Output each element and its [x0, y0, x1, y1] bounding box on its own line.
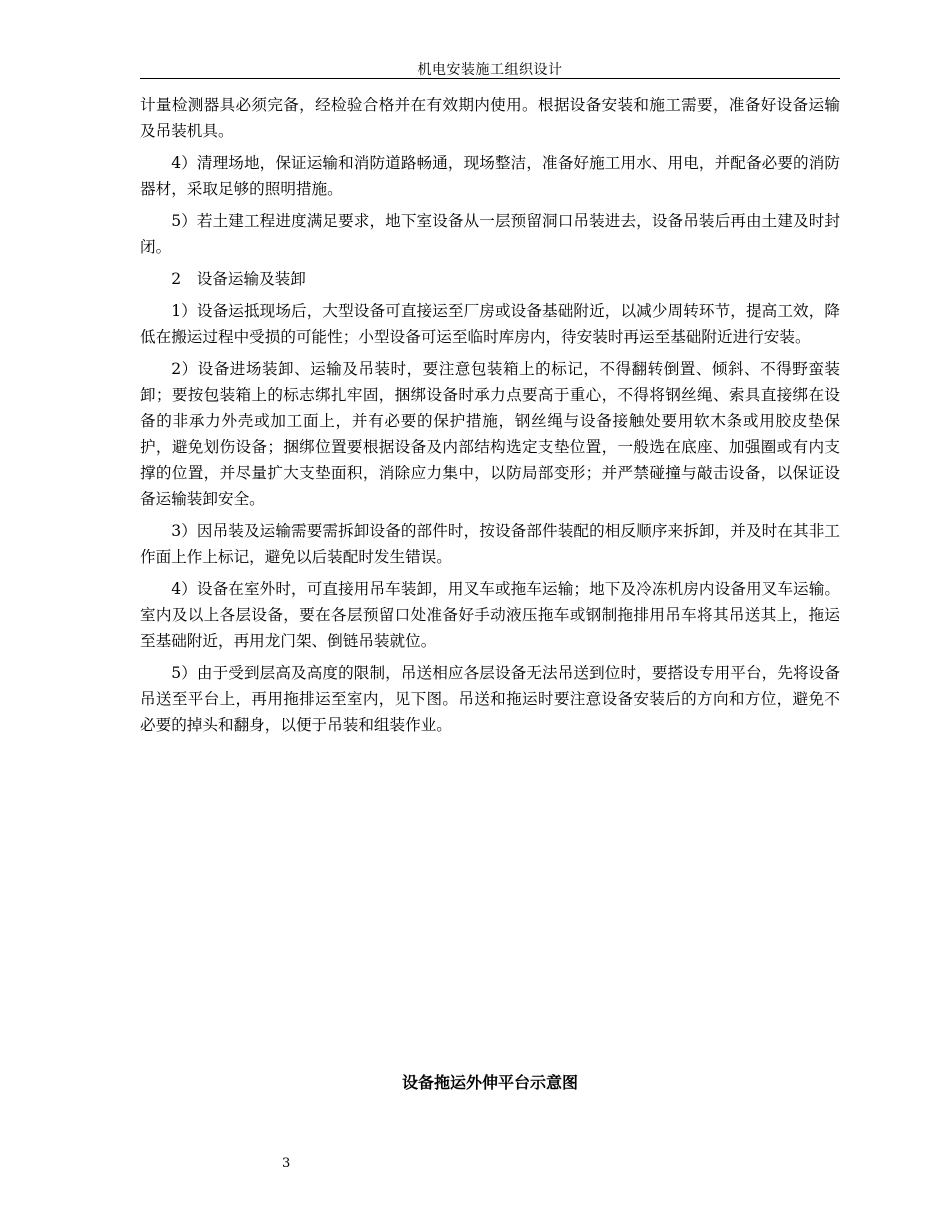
paragraph-transport-item-5: 5）由于受到层高及高度的限制，吊送相应各层设备无法吊送到位时，要搭设专用平台，先将设备吊送至平台上，再用拖排运至室内，见下图。吊送和拖运时要注意设备安装后的方向和方位，避免不必要的掉头和翻身，以便于吊装和组装作业。 — [140, 664, 840, 734]
paragraph-transport-item-2: 2）设备进场装卸、运输及吊装时，要注意包装箱上的标记，不得翻转倒置、倾斜、不得野蛮装卸；要按包装箱上的标志绑扎牢固，捆绑设备时承力点要高于重心，不得将钢丝绳、索具直接绑在设备的非承力外壳或加工面上，并有必要的保护措施，钢丝绳与设备接触处要用软木条或用胶皮垫保护，避免划伤设备；捆绑位置要根据设备及内部结构选定支垫位置，一般选在底座、加强圈或有内支撑的位置，并尽量扩大支垫面积，消除应力集中，以防局部变形；并严禁碰撞与敲击设备，以保证设备运输装卸安全。 — [140, 360, 840, 508]
body-text — [140, 92, 840, 744]
header-title: 机电安装施工组织设计 — [417, 62, 563, 78]
paragraph-transport-item-4: 4）设备在室外时，可直接用吊车装卸，用叉车或拖车运输；地下及冷冻机房内设备用叉车运输。室内及以上各层设备，要在各层预留口处准备好手动液压拖车或钢制拖排用吊车将其吊送其上，拖运至基础附近，再用龙门架、倒链吊装就位。 — [140, 580, 840, 650]
header-divider — [140, 78, 840, 79]
paragraph-transport-item-3: 3）因吊装及运输需要需拆卸设备的部件时，按设备部件装配的相反顺序来拆卸，并及时在其非工作面上作上标记，避免以后装配时发生错误。 — [140, 522, 840, 566]
paragraph-continuation: 计量检测器具必须完备，经检验合格并在有效期内使用。根据设备安装和施工需要，准备好设备运输及吊装机具。 — [140, 96, 840, 140]
paragraph-item-4-site-clearing: 4）清理场地，保证运输和消防道路畅通，现场整洁，准备好施工用水、用电，并配备必要的消防器材，采取足够的照明措施。 — [140, 154, 840, 198]
paragraph-transport-item-1: 1）设备运抵现场后，大型设备可直接运至厂房或设备基础附近，以减少周转环节，提高工效，降低在搬运过程中受损的可能性；小型设备可运至临时库房内，待安装时再运至基础附近进行安装。 — [140, 302, 840, 346]
figure-caption: 设备拖运外伸平台示意图 — [401, 1073, 578, 1092]
page-number: 3 — [282, 1156, 291, 1171]
section-heading-transport: 2 设备运输及装卸 — [171, 270, 306, 288]
paragraph-item-5-basement-hoisting: 5）若土建工程进度满足要求，地下室设备从一层预留洞口吊装进去，设备吊装后再由土建及时封闭。 — [140, 212, 840, 256]
